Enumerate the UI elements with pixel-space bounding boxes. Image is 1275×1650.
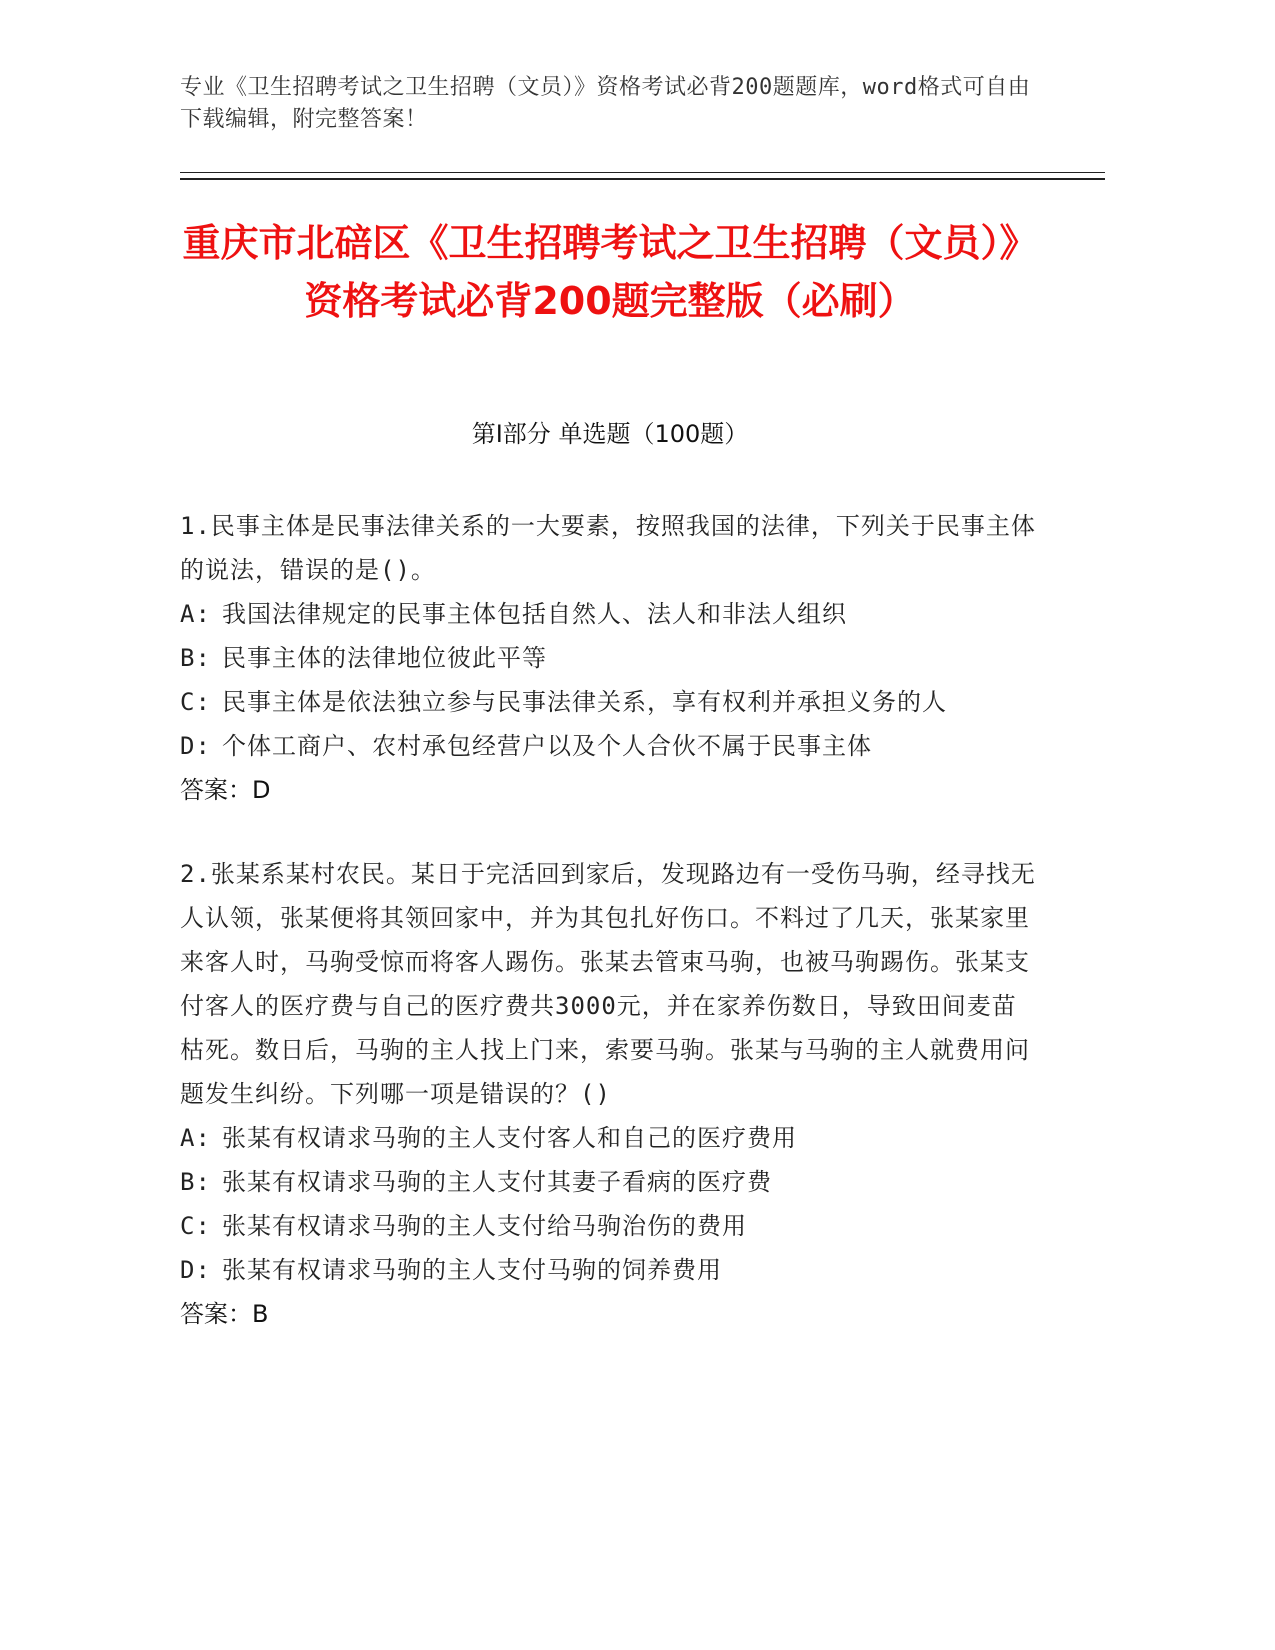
option-text: 张某有权请求马驹的主人支付客人和自己的医疗费用 [222,1124,797,1152]
option-text: 张某有权请求马驹的主人支付马驹的饲养费用 [222,1256,722,1284]
question-2 [180,852,1040,1336]
option-text: 个体工商户、农村承包经营户以及个人合伙不属于民事主体 [222,732,872,760]
option-a [180,1116,1040,1160]
option-key: A: [180,600,211,628]
question-1 [180,504,1040,812]
option-key: B: [180,1168,211,1196]
option-a [180,592,1040,636]
option-d [180,724,1040,768]
option-text: 我国法律规定的民事主体包括自然人、法人和非法人组织 [222,600,847,628]
answer-line: 答案：B [180,1300,269,1328]
option-text: 民事主体的法律地位彼此平等 [222,644,547,672]
option-text: 张某有权请求马驹的主人支付给马驹治伤的费用 [222,1212,747,1240]
option-c [180,1204,1040,1248]
option-c [180,680,1040,724]
question-stem: 1.民事主体是民事法律关系的一大要素，按照我国的法律，下列关于民事主体的说法，错误的是()。 [180,512,1036,584]
option-key: B: [180,644,211,672]
document-title: 重庆市北碚区《卫生招聘考试之卫生招聘（文员）》资格考试必背200题完整版（必刷） [182,221,1038,323]
option-text: 民事主体是依法独立参与民事法律关系，享有权利并承担义务的人 [222,688,947,716]
option-key: D: [180,732,211,760]
option-key: C: [180,688,211,716]
option-key: C: [180,1212,211,1240]
option-b [180,1160,1040,1204]
answer-line: 答案：D [180,776,271,804]
header-divider-thin [180,172,1105,173]
header-divider-thick [180,178,1105,180]
header-note: 专业《卫生招聘考试之卫生招聘（文员）》资格考试必背200题题库，word格式可自由下载编辑，附完整答案！ [180,75,1031,132]
option-key: A: [180,1124,211,1152]
option-b [180,636,1040,680]
option-text: 张某有权请求马驹的主人支付其妻子看病的医疗费 [222,1168,772,1196]
option-key: D: [180,1256,211,1284]
question-stem: 2.张某系某村农民。某日于完活回到家后，发现路边有一受伤马驹，经寻找无人认领，张某便将其领回家中，并为其包扎好伤口。不料过了几天，张某家里来客人时，马驹受惊而将客人踢伤。张某去管束马驹，也被马驹踢伤。张某支付客人的医疗费与自己的医疗费共3000元，并在家养伤数日，导致田间麦苗枯死。数日后，马驹的主人找上门来，索要马驹。张某与马驹的主人就费用问题发生纠纷。下列哪一项是错误的？() [180,860,1036,1108]
section-heading: 第I部分 单选题（100题） [471,420,749,448]
option-d [180,1248,1040,1292]
